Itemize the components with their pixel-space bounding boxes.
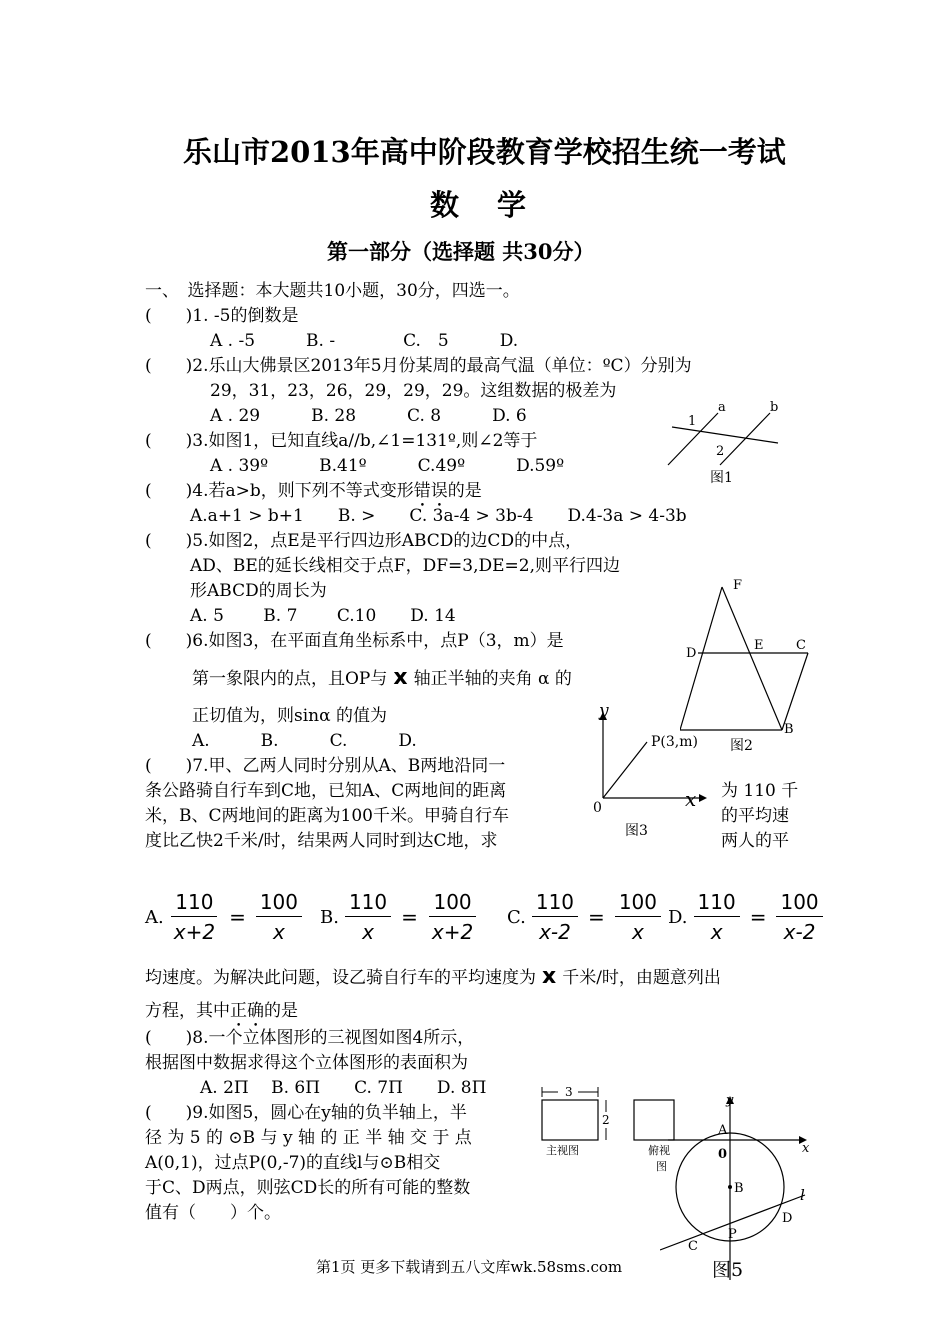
svg-text:图: 图 — [656, 1160, 667, 1173]
q7-line1: ( )7.甲、乙两人同时分别从A、B两地沿同一 — [145, 756, 506, 776]
fig1-caption: 图1 — [710, 470, 733, 486]
q7-option-d: D. $\frac{110}{x}$ = $\frac{100}{x-2}$ — [668, 890, 823, 944]
fig1-angle-2: 2 — [716, 444, 725, 459]
svg-text:A: A — [718, 1123, 728, 1138]
fig1-transversal — [672, 427, 778, 443]
fig5-caption: 图5 — [712, 1259, 744, 1280]
q9-line3: A(0,1)，过点P(0,-7)的直线l与⊙B相交 — [145, 1153, 441, 1173]
q2-line1: ( )2.乐山大佛景区2013年5月份某周的最高气温（单位：ºC）分别为 — [145, 356, 692, 376]
svg-text:x: x — [802, 1141, 810, 1156]
svg-text:B: B — [784, 722, 794, 737]
page-title: 乐山市2013年高中阶段教育学校招生统一考试 — [183, 135, 786, 169]
svg-text:3: 3 — [565, 1085, 573, 1099]
q7-line4: 度比乙快2千米/时，结果两人同时到达C地，求 — [145, 831, 498, 851]
q3-stem: ( )3.如图1，已知直线a//b,∠1=131º,则∠2等于 — [145, 431, 538, 451]
figure-1 — [660, 395, 810, 490]
q3-options: A . 39º B.41º C.49º D.59º — [210, 456, 565, 476]
page-footer: 第1页 更多下载请到五八文库wk.58sms.com — [316, 1258, 623, 1276]
q5-line3: 形ABCD的周长为 — [190, 581, 327, 601]
q7-line3: 米，B、C两地间的距离为100千米。甲骑自行车 — [145, 806, 509, 826]
q6-line1: ( )6.如图3，在平面直角坐标系中，点P（3，m）是 — [145, 631, 564, 651]
svg-text:P(3,m): P(3,m) — [651, 734, 698, 750]
q1-options: A . -5 B. - C. 5 D. — [210, 331, 519, 351]
svg-text:主视图: 主视图 — [546, 1144, 579, 1157]
q7-option-b: B. $\frac{110}{x}$ = $\frac{100}{x+2}$ — [320, 890, 477, 944]
svg-text:俯视: 俯视 — [648, 1144, 670, 1157]
subject-title: 数学 — [430, 188, 565, 222]
svg-text:0: 0 — [593, 800, 602, 816]
q6-line3: 正切值为，则sinα 的值为 — [192, 706, 387, 726]
q1-stem: ( )1. -5的倒数是 — [145, 306, 299, 326]
part-title: 第一部分（选择题 共30分） — [327, 239, 595, 264]
svg-text:F: F — [733, 578, 743, 593]
q8-options: A. 2Π B. 6Π C. 7Π D. 8Π — [200, 1078, 487, 1098]
figure-5 — [660, 1090, 815, 1280]
q4-options: A.a+1 > b+1 B. > C. 3a-4 > 3b-4 D.4-3a > 4-3b — [190, 506, 687, 526]
q7-option-c: C. $\frac{110}{x-2}$ = $\frac{100}{x}$ — [507, 890, 661, 944]
svg-text:C: C — [688, 1239, 698, 1254]
q7-after-line2: 方程，其中正确的是 — [145, 1001, 298, 1021]
fig1-angle-1: 1 — [688, 414, 697, 429]
q7-right3: 两人的平 — [721, 831, 789, 851]
svg-text:2: 2 — [602, 1113, 610, 1127]
fig1-label-b: b — [770, 400, 779, 415]
figure-3 — [585, 700, 715, 845]
q5-line2: AD、BE的延长线相交于点F，DF=3,DE=2,则平行四边 — [190, 556, 620, 576]
q8-line2: 根据图中数据求得这个立体图形的表面积为 — [145, 1053, 468, 1073]
q5-options: A. 5 B. 7 C.10 D. 14 — [190, 606, 456, 626]
section-intro: 一、 选择题：本大题共10小题，30分，四选一。 — [145, 281, 520, 301]
svg-text:D: D — [686, 646, 697, 661]
q6-options: A. B. C. D. — [192, 731, 417, 751]
q7-right2: 的平均速 — [721, 806, 789, 826]
q9-line2: 径 为 5 的 ⊙B 与 y 轴 的 正 半 轴 交 于 点 — [145, 1128, 472, 1148]
svg-text:y: y — [726, 1093, 734, 1108]
q4-stem: ( )4.若a>b，则下列不等式变形错误的是 — [145, 481, 482, 501]
q5-line1: ( )5.如图2，点E是平行四边形ABCD的边CD的中点， — [145, 531, 583, 551]
figure-4 — [538, 1082, 678, 1177]
svg-text:C: C — [796, 638, 806, 653]
q7-after-line1: 均速度。为解决此问题，设乙骑自行车的平均速度为 x 千米/时，由题意列出 — [145, 964, 721, 989]
fig3-caption: 图3 — [625, 823, 648, 839]
svg-text:D: D — [782, 1211, 793, 1226]
svg-text:E: E — [754, 638, 764, 653]
fig1-label-a: a — [718, 400, 726, 415]
svg-text:x: x — [685, 787, 697, 811]
q9-line4: 于C、D两点，则弦CD长的所有可能的整数 — [145, 1178, 471, 1198]
q2-line2: 29，31，23，26，29，29，29。这组数据的极差为 — [210, 381, 617, 401]
svg-text:l: l — [800, 1186, 805, 1204]
svg-text:B: B — [734, 1181, 744, 1196]
q9-line5: 值有（ ）个。 — [145, 1203, 281, 1223]
fig2-caption: 图2 — [730, 738, 753, 754]
q9-line1: ( )9.如图5，圆心在y轴的负半轴上，半 — [145, 1103, 467, 1123]
q7-line2: 条公路骑自行车到C地，已知A、C两地间的距离 — [145, 781, 507, 801]
q6-line2: 第一象限内的点，且OP与 x 轴正半轴的夹角 α 的 — [192, 665, 572, 690]
svg-text:0: 0 — [718, 1147, 728, 1162]
svg-text:y: y — [599, 701, 609, 721]
fig1-line-b — [720, 413, 770, 465]
q2-options: A . 29 B. 28 C. 8 D. 6 — [210, 406, 527, 426]
q7-right1: 为 110 千 — [721, 781, 799, 801]
svg-text:P: P — [728, 1227, 737, 1242]
q8-line1: ( )8.一个立体图形的三视图如图4所示， — [145, 1028, 475, 1048]
q7-option-a: A. $\frac{110}{x+2}$ = $\frac{100}{x}$ — [145, 890, 302, 944]
